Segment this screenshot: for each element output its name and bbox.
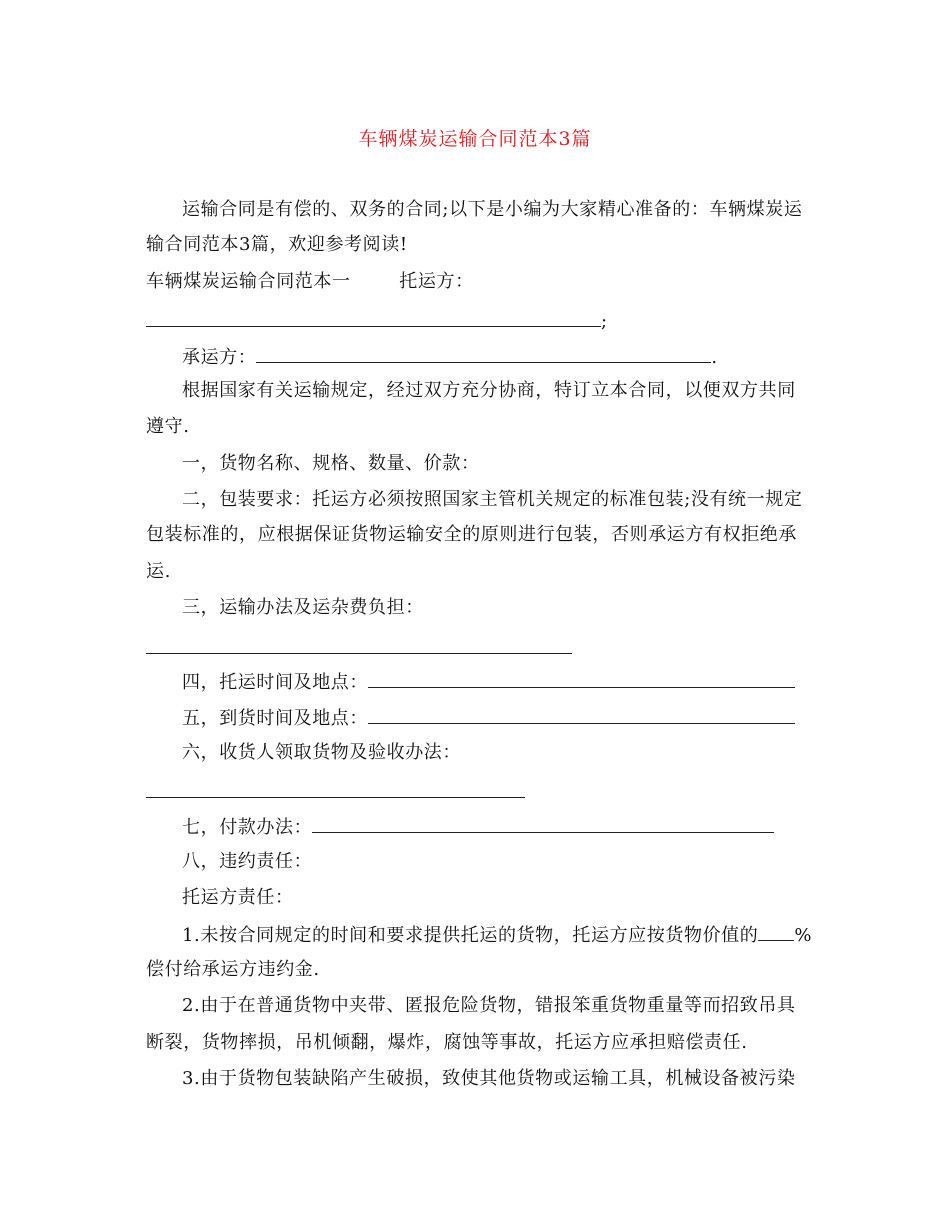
item-3-line-1: 3.由于货物包装缺陷产生破损，致使其他货物或运输工具，机械设备被污染 [182, 1068, 796, 1089]
clause-2-line-1: 二，包装要求：托运方必须按照国家主管机关规定的标准包装;没有统一规定 [182, 489, 803, 510]
clause-3: 三，运输办法及运杂费负担： [182, 597, 424, 618]
preamble-line-1: 根据国家有关运输规定，经过双方充分协商，特订立本合同，以便双方共同 [182, 380, 796, 401]
intro-line-1: 运输合同是有偿的、双务的合同;以下是小编为大家精心准备的：车辆煤炭运 [182, 199, 803, 220]
clause-5-line [182, 705, 795, 731]
carrier-end-mark: . [711, 347, 718, 368]
clause-7: 七，付款办法： [182, 817, 313, 838]
carrier-line [182, 344, 718, 370]
document-title: 车辆煤炭运输合同范本3篇 [358, 128, 592, 150]
item-1-line-2: 偿付给承运方违约金. [146, 959, 320, 980]
clause-3-blank-rule [146, 653, 572, 654]
clause-6: 六，收货人领取货物及验收办法： [182, 742, 461, 763]
section-one-heading-line [146, 270, 474, 294]
carrier-label: 承运方： [182, 347, 257, 368]
percent-sign: % [794, 925, 813, 946]
consignor-label: 托运方： [399, 271, 474, 292]
item-1-text: 1.未按合同规定的时间和要求提供托运的货物，托运方应按货物价值的 [182, 925, 759, 946]
clause-4: 四，托运时间及地点： [182, 672, 368, 693]
clause-6-blank-rule [146, 797, 525, 798]
consignor-blank [146, 308, 601, 327]
clause-4-line [182, 669, 795, 695]
item-2-line-2: 断裂，货物摔损，吊机倾翻，爆炸，腐蚀等事故，托运方应承担赔偿责任. [146, 1032, 748, 1053]
item-2-line-1: 2.由于在普通货物中夹带、匿报危险货物，错报笨重货物重量等而招致吊具 [182, 995, 796, 1016]
clause-2-line-2: 包装标准的，应根据保证货物运输安全的原则进行包装，否则承运方有权拒绝承 [146, 524, 797, 545]
clause-7-line [182, 814, 774, 840]
carrier-blank [256, 344, 711, 363]
preamble-line-2: 遵守. [146, 416, 190, 437]
consignor-liability-heading: 托运方责任： [182, 887, 294, 908]
clause-1: 一，货物名称、规格、数量、价款： [182, 453, 480, 474]
clause-4-blank [368, 669, 795, 688]
penalty-percent-blank [758, 922, 794, 941]
clause-2-line-3: 运. [146, 561, 171, 582]
clause-8: 八，违约责任： [182, 851, 313, 872]
intro-line-2: 输合同范本3篇，欢迎参考阅读! [146, 234, 408, 255]
clause-7-blank [312, 814, 774, 833]
clause-5-blank [368, 705, 795, 724]
consignor-end-mark: ; [601, 311, 608, 332]
clause-5: 五，到货时间及地点： [182, 708, 368, 729]
consignor-blank-line [146, 308, 608, 334]
section-one-heading: 车辆煤炭运输合同范本一 [146, 271, 351, 292]
item-1-line-1 [182, 922, 812, 948]
